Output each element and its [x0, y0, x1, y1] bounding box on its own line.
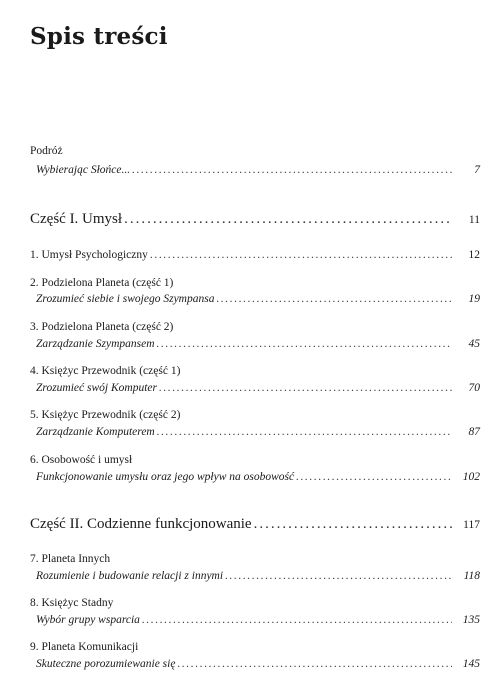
toc-entry-chapter-2: [36, 292, 480, 306]
dot-leader: [296, 470, 452, 484]
toc-entry-title: 7. Planeta Innych: [30, 553, 111, 565]
page-title: Spis treści: [30, 23, 168, 50]
toc-entry-chapter-6: [36, 470, 480, 484]
toc-entry-title: 5. Księżyc Przewodnik (część 2): [30, 409, 181, 421]
toc-entry-chapter-3-heading: [30, 320, 480, 334]
dot-leader: [124, 210, 452, 228]
toc-entry-chapter-3: [36, 337, 480, 351]
toc-entry-chapter-9-heading: [30, 640, 480, 654]
toc-entry-chapter-7: [36, 569, 480, 583]
toc-page-number: 19: [468, 293, 480, 305]
toc-entry-title: 6. Osobowość i umysł: [30, 454, 133, 466]
toc-entry-chapter-8-heading: [30, 596, 480, 610]
toc-part-title: Część I. Umysł: [30, 211, 123, 227]
toc-page-number: 135: [462, 614, 480, 626]
toc-part-title: Część II. Codzienne funkcjonowanie: [30, 516, 252, 532]
toc-entry-subtitle: Zrozumieć siebie i swojego Szympansa: [36, 293, 215, 305]
toc-entry-subtitle: Rozumienie i budowanie relacji z innymi: [36, 570, 224, 582]
toc-entry-chapter-4-heading: [30, 364, 480, 378]
toc-entry-title: 9. Planeta Komunikacji: [30, 641, 139, 653]
toc-entry-title: 3. Podzielona Planeta (część 2): [30, 321, 174, 333]
toc-entry-chapter-1: [30, 248, 480, 262]
toc-entry-chapter-6-heading: [30, 453, 480, 467]
toc-entry-chapter-5: [36, 425, 480, 439]
intro-heading-text: Podróż: [30, 145, 63, 157]
toc-part-2: [30, 515, 480, 534]
dot-leader: [142, 613, 452, 627]
toc-entry-subtitle: Funkcjonowanie umysłu oraz jego wpływ na osobowość: [36, 471, 295, 483]
toc-page-number: 7: [474, 164, 480, 176]
toc-page-number: 12: [468, 249, 480, 261]
toc-page-number: 87: [468, 426, 480, 438]
toc-entry-chapter-8: [36, 613, 480, 627]
toc-entry-title: 4. Księżyc Przewodnik (część 1): [30, 365, 181, 377]
toc-part-1: [30, 210, 480, 229]
toc-page-number: 145: [462, 658, 480, 670]
dot-leader: [157, 425, 452, 439]
toc-page-number: 11: [468, 214, 480, 226]
dot-leader: [157, 337, 452, 351]
toc-page-number: 117: [463, 519, 480, 531]
toc-entry-subtitle: Zrozumieć swój Komputer: [36, 382, 157, 394]
toc-page-number: 70: [468, 382, 480, 394]
toc-entry-subtitle: Zarządzanie Szympansem: [36, 338, 155, 350]
toc-entry-title: 8. Księżyc Stadny: [30, 597, 114, 609]
toc-page-number: 102: [462, 471, 480, 483]
toc-entry-chapter-7-heading: [30, 552, 480, 566]
toc-entry-subtitle: Wybór grupy wsparcia: [36, 614, 140, 626]
toc-entry-chapter-2-heading: [30, 276, 480, 290]
dot-leader: [225, 569, 452, 583]
toc-entry-subtitle: Skuteczne porozumiewanie się: [36, 658, 176, 670]
toc-page-number: 118: [463, 570, 480, 582]
dot-leader: [254, 515, 452, 533]
toc-entry-chapter-9: [36, 657, 480, 671]
intro-heading: [30, 144, 480, 158]
toc-entry-title: 2. Podzielona Planeta (część 1): [30, 277, 174, 289]
toc-page-number: 45: [468, 338, 480, 350]
toc-entry-intro: [36, 163, 480, 177]
dot-leader: [150, 248, 452, 262]
toc-entry-title: 1. Umysł Psychologiczny: [30, 249, 148, 261]
dot-leader: [132, 163, 452, 177]
dot-leader: [177, 657, 452, 671]
dot-leader: [159, 381, 452, 395]
toc-entry-chapter-5-heading: [30, 408, 480, 422]
toc-entry-chapter-4: [36, 381, 480, 395]
toc-entry-subtitle: Zarządzanie Komputerem: [36, 426, 155, 438]
dot-leader: [216, 292, 452, 306]
toc-entry-title: Wybierając Słońce...: [36, 164, 131, 176]
